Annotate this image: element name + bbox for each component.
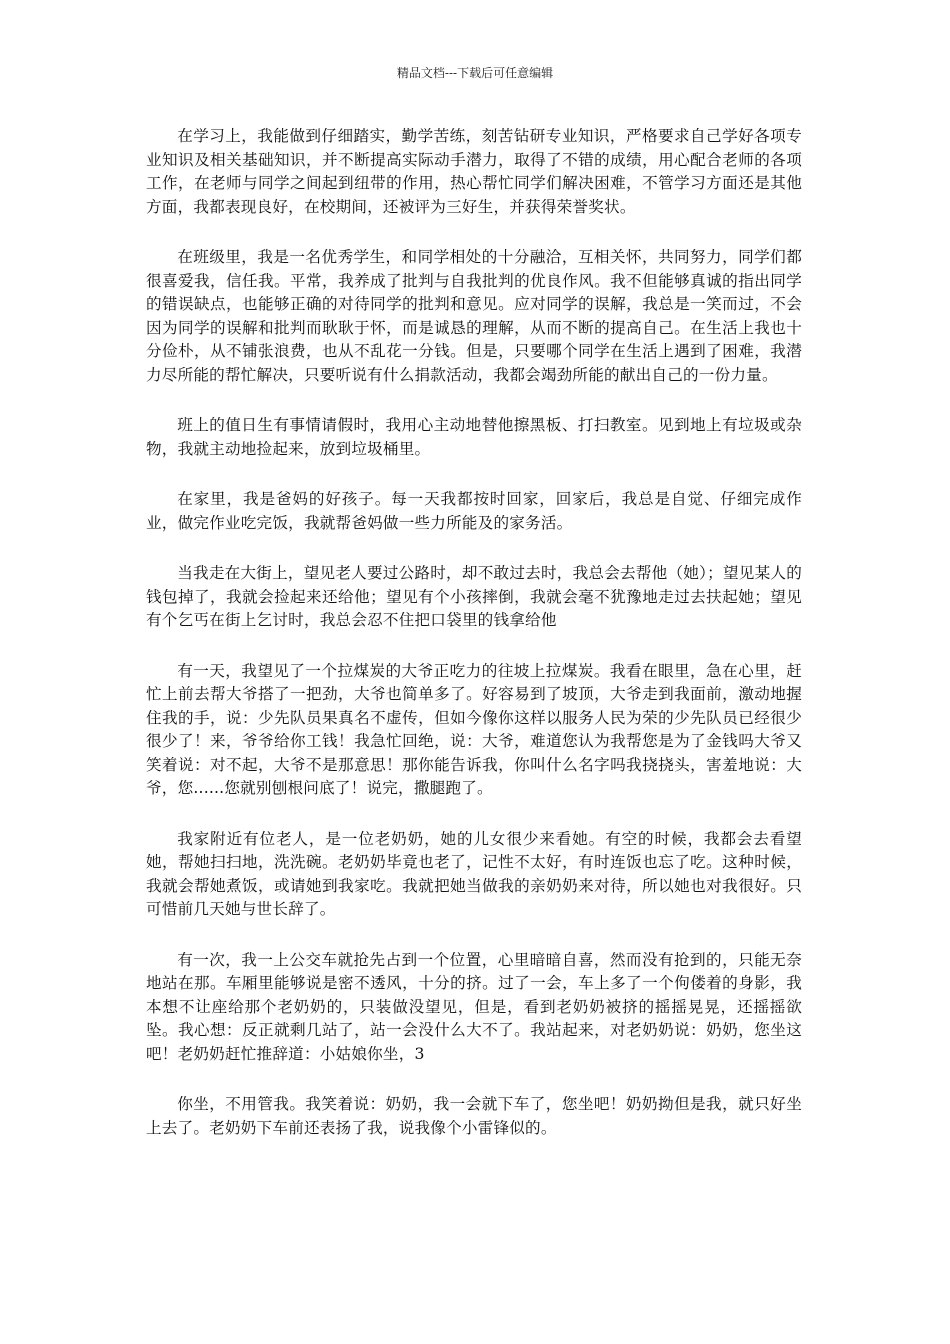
paragraph: 你坐，不用管我。我笑着说：奶奶，我一会就下车了，您坐吧！奶奶拗但是我，就只好坐上去了。老奶奶下车前还表扬了我，说我像个小雷锋似的。 bbox=[146, 1095, 802, 1137]
page-header: 精品文档---下载后可任意编辑 bbox=[396, 66, 554, 80]
paragraph: 在学习上，我能做到仔细踏实，勤学苦练，刻苦钻研专业知识，严格要求自己学好各项专业知识及相关基础知识，并不断提高实际动手潜力，取得了不错的成绩，用心配合老师的各项工作，在老师与同学之间起到纽带的作用，热心帮忙同学们解决困难，不管学习方面还是其他方面，我都表现良好，在校期间，还被评为三好生，并获得荣誉奖状。 bbox=[146, 127, 802, 216]
paragraph: 在班级里，我是一名优秀学生，和同学相处的十分融洽，互相关怀，共同努力，同学们都很喜爱我，信任我。平常，我养成了批判与自我批判的优良作风。我不但能够真诚的指出同学的错误缺点，也能够正确的对待同学的批判和意见。应对同学的误解，我总是一笑而过，不会因为同学的误解和批判而耿耿于怀，而是诚恳的理解，从而不断的提高自己。在生活上我也十分俭朴，从不铺张浪费，也从不乱花一分钱。但是，只要哪个同学在生活上遇到了困难，我潜力尽所能的帮忙解决，只要听说有什么捐款活动，我都会竭劲所能的献出自己的一份力量。 bbox=[146, 248, 802, 384]
paragraph: 班上的值日生有事情请假时，我用心主动地替他擦黑板、打扫教室。见到地上有垃圾或杂物，我就主动地捡起来，放到垃圾桶里。 bbox=[146, 416, 802, 458]
paragraph: 在家里，我是爸妈的好孩子。每一天我都按时回家，回家后，我总是自觉、仔细完成作业，做完作业吃完饭，我就帮爸妈做一些力所能及的家务活。 bbox=[146, 490, 802, 532]
document-body bbox=[146, 125, 802, 1167]
paragraph: 有一次，我一上公交车就抢先占到一个位置，心里暗暗自喜，然而没有抢到的，只能无奈地站在那。车厢里能够说是密不透风，十分的挤。过了一会，车上多了一个佝偻着的身影，我本想不让座给那个老奶奶的，只装做没望见，但是，看到老奶奶被挤的摇摇晃晃，还摇摇欲坠。我心想：反正就剩几站了，站一会没什么大不了。我站起来，对老奶奶说：奶奶，您坐这吧！老奶奶赶忙推辞道：小姑娘你坐，3 bbox=[146, 950, 802, 1063]
paragraph: 有一天，我望见了一个拉煤炭的大爷正吃力的往坡上拉煤炭。我看在眼里，急在心里，赶忙上前去帮大爷搭了一把劲，大爷也简单多了。好容易到了坡顶，大爷走到我面前，激动地握住我的手，说：少先队员果真名不虚传，但如今像你这样以服务人民为荣的少先队员已经很少很少了！来，爷爷给你工钱！我急忙回绝，说：大爷，难道您认为我帮您是为了金钱吗大爷又笑着说：对不起，大爷不是那意思！那你能告诉我，你叫什么名字吗我挠挠头，害羞地说：大爷，您......您就别刨根问底了！说完，撒腿跑了。 bbox=[146, 661, 802, 797]
paragraph: 当我走在大街上，望见老人要过公路时，却不敢过去时，我总会去帮他（她）；望见某人的钱包掉了，我就会捡起来还给他；望见有个小孩摔倒，我就会毫不犹豫地走过去扶起她；望见有个乞丐在街上乞讨时，我总会忍不住把口袋里的钱拿给他 bbox=[146, 564, 802, 629]
paragraph: 我家附近有位老人，是一位老奶奶，她的儿女很少来看她。有空的时候，我都会去看望她，帮她扫扫地，洗洗碗。老奶奶毕竟也老了，记性不太好，有时连饭也忘了吃。这种时候，我就会帮她煮饭，或请她到我家吃。我就把她当做我的亲奶奶来对待，所以她也对我很好。只可惜前几天她与世长辞了。 bbox=[146, 829, 802, 918]
